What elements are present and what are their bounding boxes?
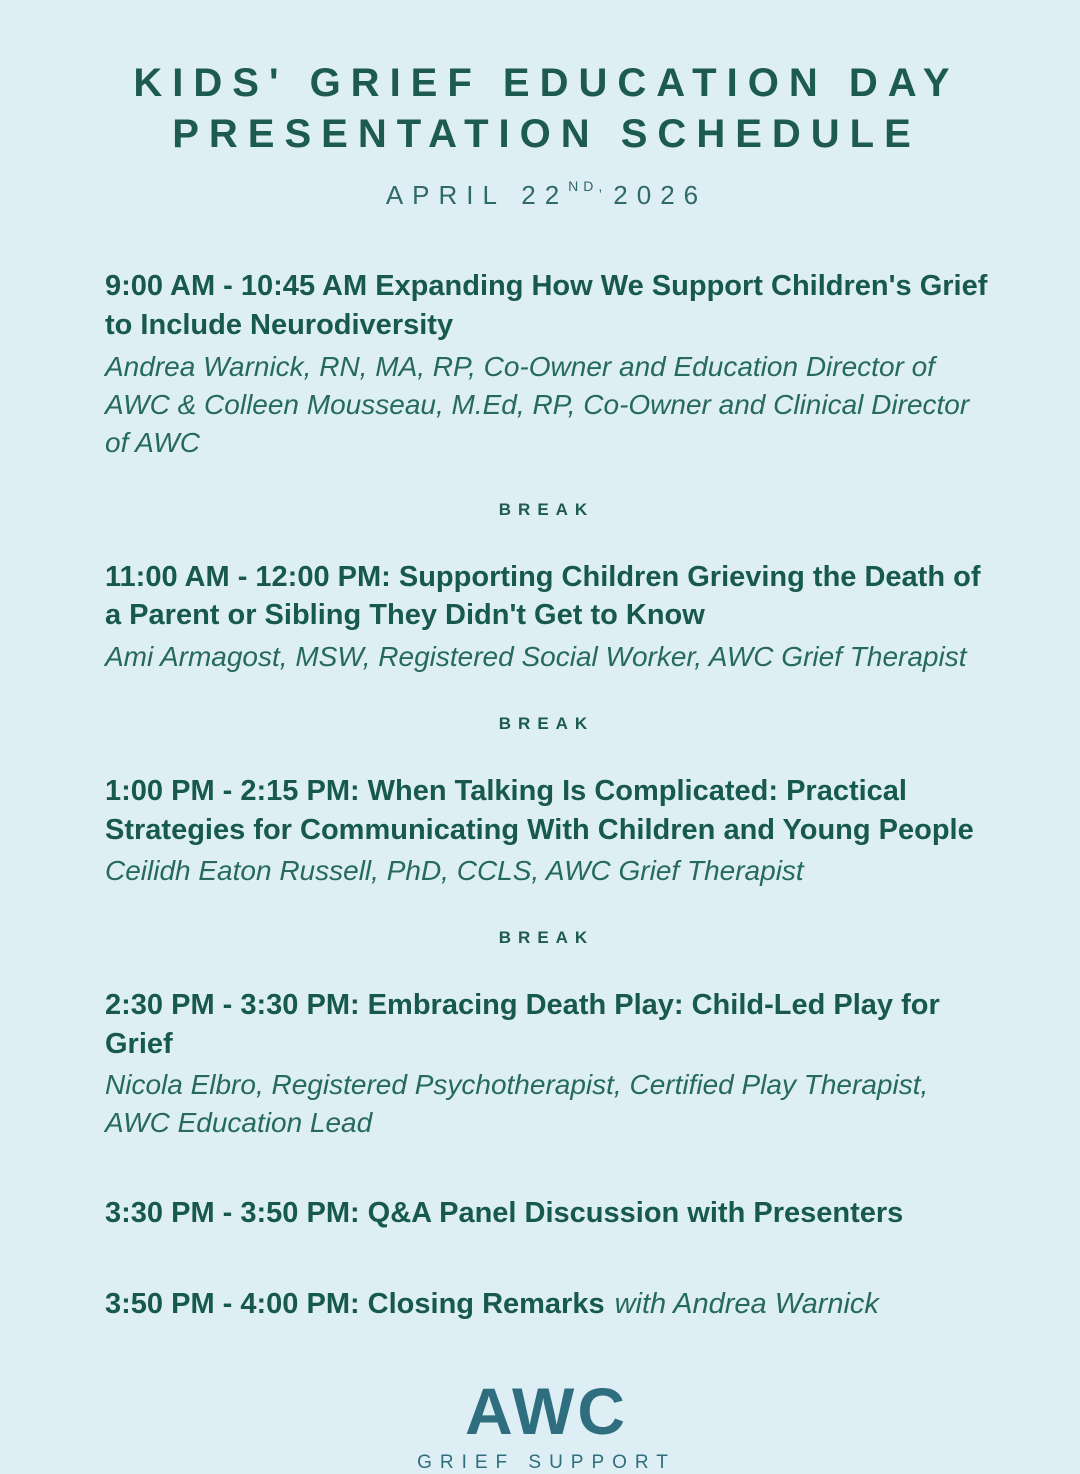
- session-item: [105, 772, 988, 890]
- session-title-text: 11:00 AM - 12:00 PM: Supporting Children Grieving the Death of a Parent or Sibling They Didn't Get to Know: [105, 560, 981, 632]
- page-title-line2: PRESENTATION SCHEDULE: [172, 112, 921, 157]
- break-label: BREAK: [498, 928, 595, 948]
- session-item: [105, 558, 988, 676]
- session-speakers: Ceilidh Eaton Russell, PhD, CCLS, AWC Grief Therapist: [105, 855, 804, 887]
- event-date-year: 2026: [613, 180, 708, 211]
- event-date-day: APRIL 22: [385, 180, 569, 211]
- session-title-text: 3:50 PM - 4:00 PM: Closing Remarks: [105, 1287, 605, 1320]
- session-speakers: Ami Armagost, MSW, Registered Social Worker, AWC Grief Therapist: [105, 640, 967, 672]
- session-list: [105, 267, 988, 1323]
- session-inline-note: with Andrea Warnick: [614, 1287, 879, 1320]
- session-title: [105, 558, 988, 635]
- session-item: [105, 1285, 988, 1324]
- session-title: [105, 986, 988, 1063]
- session-title-text: 1:00 PM - 2:15 PM: When Talking Is Complicated: Practical Strategies for Communicating With Children and Young People: [105, 774, 974, 846]
- session-title-text: 3:30 PM - 3:50 PM: Q&A Panel Discussion with Presenters: [105, 1197, 904, 1230]
- session-title: [105, 267, 988, 344]
- session-title-text: 2:30 PM - 3:30 PM: Embracing Death Play: Child-Led Play for Grief: [105, 989, 940, 1060]
- session-speakers: Andrea Warnick, RN, MA, RP, Co-Owner and Education Director of AWC & Colleen Mousseau, M.Ed, RP, Co-Owner and Clinical Director of AWC: [105, 350, 970, 458]
- session-title-text: 9:00 AM - 10:45 AM Expanding How We Support Children's Grief to Include Neurodiversity: [105, 270, 988, 341]
- session-item: [105, 1194, 988, 1233]
- session-item: [105, 267, 988, 461]
- page-title-line1: KIDS' GRIEF EDUCATION DAY: [133, 61, 960, 105]
- awc-logo: [105, 1373, 988, 1474]
- session-title: [105, 1285, 988, 1324]
- session-title: [105, 1194, 988, 1233]
- event-date-ordinal: ND,: [568, 178, 608, 195]
- awc-logo-tagline: GRIEF SUPPORT: [417, 1451, 676, 1473]
- awc-logo-wordmark: AWC: [465, 1373, 628, 1448]
- session-title: [105, 772, 988, 849]
- break-label: BREAK: [498, 499, 595, 519]
- page-title: [105, 58, 988, 160]
- session-speakers: Nicola Elbro, Registered Psychotherapist, Certified Play Therapist, AWC Education Lead: [105, 1069, 929, 1139]
- session-item: [105, 986, 988, 1142]
- break-label: BREAK: [498, 713, 595, 733]
- event-date: [105, 178, 988, 211]
